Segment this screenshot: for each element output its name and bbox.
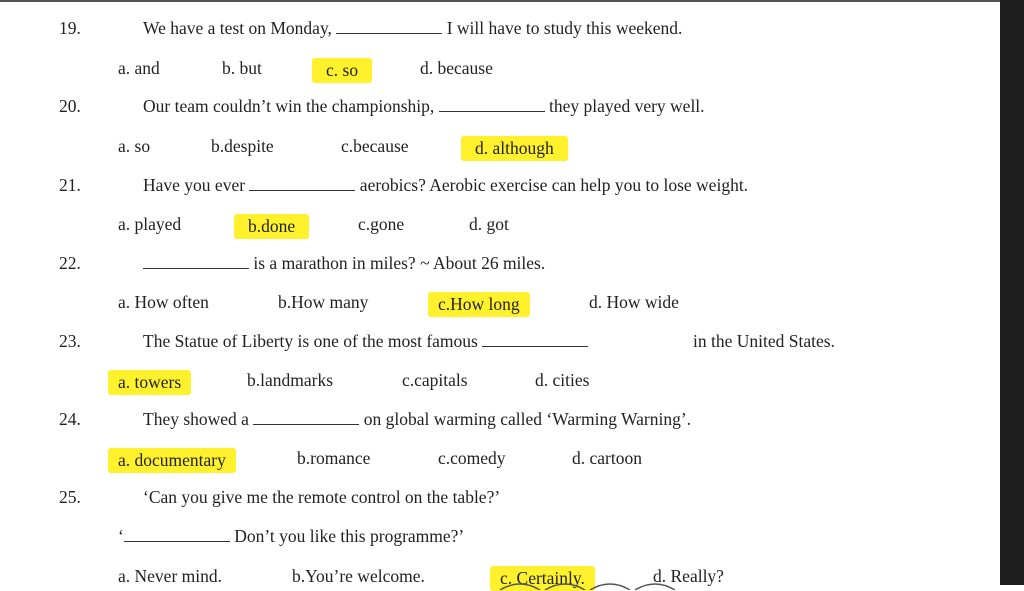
option-d: d. cartoon (572, 448, 642, 468)
answer-blank (336, 32, 442, 34)
option-a: a. and (118, 58, 160, 78)
option-d: d. How wide (589, 292, 679, 312)
decorative-curves (490, 578, 690, 590)
option-d: d. got (469, 214, 509, 234)
question-number: 21. (59, 175, 81, 195)
question-number: 24. (59, 409, 81, 429)
question-stem: is a marathon in miles? ~ About 26 miles. (143, 253, 545, 274)
option-b: b.landmarks (247, 370, 334, 390)
option-a-highlighted: a. towers (108, 370, 191, 395)
option-b-highlighted: b.done (234, 214, 309, 239)
side-panel (1000, 0, 1024, 585)
option-b: b.You’re welcome. (292, 566, 425, 586)
option-d-highlighted: d. although (461, 136, 568, 161)
question-number: 19. (59, 18, 81, 38)
question-number: 22. (59, 253, 81, 273)
option-b: b. but (222, 58, 262, 78)
option-c-highlighted: c. so (312, 58, 372, 83)
option-a: a. Never mind. (118, 566, 222, 586)
question-number: 23. (59, 331, 81, 351)
option-d: d. cities (535, 370, 590, 390)
answer-blank (482, 345, 588, 347)
question-stem: Have you ever aerobics? Aerobic exercise can help you to lose weight. (143, 175, 749, 195)
option-d: d. because (420, 58, 493, 78)
option-c-highlighted: c.How long (428, 292, 530, 317)
option-c: c.because (341, 136, 409, 156)
option-a: a. How often (118, 292, 209, 312)
option-c: c.gone (358, 214, 405, 234)
question-stem: The Statue of Liberty is one of the most famous (143, 331, 588, 352)
question-number: 20. (59, 96, 81, 116)
option-d: d. Really? (653, 566, 724, 586)
question-stem: They showed a on global warming called ‘Warming Warning’. (143, 409, 692, 429)
question-stem-end: in the United States. (693, 331, 835, 351)
question-stem: ‘Can you give me the remote control on the table?’ (143, 487, 501, 507)
option-b: b.despite (211, 136, 274, 156)
question-number: 25. (59, 487, 81, 507)
question-stem: We have a test on Monday, I will have to study this weekend. (143, 18, 683, 38)
answer-blank (253, 423, 359, 425)
answer-blank (143, 267, 249, 269)
question-stem: Our team couldn’t win the championship, they played very well. (143, 96, 705, 116)
option-b: b.How many (278, 292, 369, 312)
option-a-highlighted: a. documentary (108, 448, 236, 473)
question-stem-line2: ‘ Don’t you like this programme?’ (118, 526, 465, 546)
option-b: b.romance (297, 448, 371, 468)
option-a: a. played (118, 214, 182, 234)
answer-blank (249, 189, 355, 191)
option-c-highlighted: c. Certainly. (490, 566, 595, 591)
answer-blank (124, 540, 230, 542)
option-a: a. so (118, 136, 151, 156)
option-c: c.comedy (438, 448, 506, 468)
option-c: c.capitals (402, 370, 468, 390)
answer-blank (439, 110, 545, 112)
